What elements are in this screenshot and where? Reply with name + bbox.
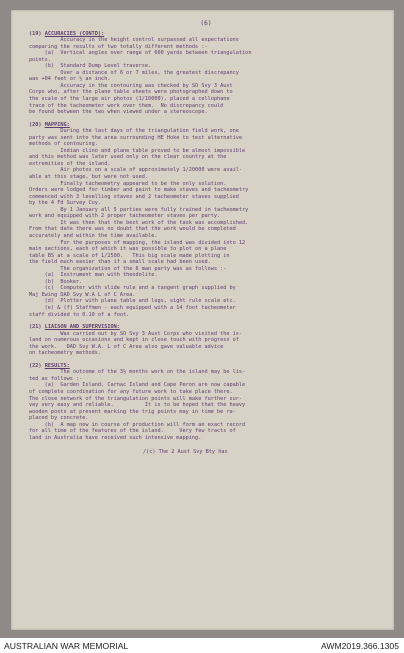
text-line: land in Australia have received such intensive mapping. [29, 434, 202, 441]
section-number: (19) [29, 30, 42, 37]
text-line: Air photos on a scale of approximately 1/20000 were avail- [29, 167, 243, 174]
archive-footer [0, 638, 404, 653]
text-line: main sections, each of which it was possible to plot on a plane [29, 246, 227, 253]
section-title: ACCURACIES (CONTD): [44, 30, 105, 37]
text-line: (a) Instrument man with theodolite. [29, 272, 158, 279]
sections-container [29, 31, 383, 442]
text-line: the scale of the large air photos (1/10000), placed a cellophane [29, 96, 230, 103]
footer-accession-number: AWM2019.366.1305 [320, 641, 399, 651]
text-line: The outcome of the 3½ months work on the island may be lis- [29, 369, 246, 376]
text-line: For the purposes of mapping, the island was divided into 12 [29, 239, 246, 246]
footer-institution: AUSTRALIAN WAR MEMORIAL [4, 641, 129, 651]
text-line: Accuracy in the contouring was checked by SO Svy 3 Aust [29, 82, 233, 89]
text-line: methods of contouring. [29, 141, 98, 148]
text-line: comparing the results of two totally different methods :- [29, 43, 208, 50]
text-line: (b) A map now in course of production will form an exact record [29, 421, 246, 428]
section-number: (21) [29, 324, 42, 331]
text-line: staff divided to 0.10 of a foot. [29, 311, 130, 318]
text-line: able at this stage, but were not used. [29, 174, 149, 181]
text-line: The organization of the 6 man party was as follows :- [29, 265, 227, 272]
text-line: table BS at a scale of 1/2500. This big scale made plotting in [29, 252, 230, 259]
text-line: During the last days of the triangulation field work, one [29, 128, 239, 135]
text-line: land on numerous occasions and kept in close touch with progress of [29, 337, 239, 344]
section [29, 324, 383, 357]
text-line: Corps who, after the plane table sheets were photographed down to [29, 89, 233, 96]
text-line: (d) Plotter with plane table and legs, sight rule scale etc. [29, 298, 236, 305]
section-title: RESULTS: [44, 362, 70, 369]
text-line: be found between the two when viewed under a stereoscope. [29, 109, 208, 116]
text-line: vey very easy and reliable. It is to be hoped that the heavy [29, 402, 246, 409]
text-line: extremities of the island. [29, 160, 111, 167]
text-line: Was carried out by SO Svy 3 Aust Corps who visited the is- [29, 330, 243, 337]
text-line: points. [29, 56, 51, 63]
text-line: by the 4 Fd Survey Coy. [29, 200, 102, 207]
text-line: (b) Standard Dump Level traverse. [29, 63, 152, 70]
text-line: accurately and within the time available. [29, 232, 158, 239]
section-number: (22) [29, 362, 42, 369]
text-line: was +04 feet or ½ an inch. [29, 76, 111, 83]
section-title: MAPPING: [44, 121, 70, 128]
section [29, 31, 383, 116]
text-line: (a) Garden Island, Carnac Island and Cape Peron are now capable [29, 382, 246, 389]
text-line: trace of the tacheometer work over them. No discrepancy could [29, 102, 224, 109]
text-line: It was then that the best work of the task was accomplished. [29, 219, 249, 226]
document-content [29, 21, 383, 456]
text-line: (c) Computer with slide rule and a tangent graph supplied by [29, 285, 236, 292]
text-line: Orders were lodged for timber and paint to make staves and tacheometry [29, 187, 249, 194]
section [29, 363, 383, 442]
text-line: The close network of the triangulation points will make further sur- [29, 395, 243, 402]
text-line: ted as follows :- [29, 375, 83, 382]
section-number: (20) [29, 121, 42, 128]
text-line: (e) & (f) Staffmen - each equipped with a 14 foot tacheometer [29, 304, 236, 311]
text-line: Indian clino and plane table proved to be almost impossible [29, 147, 246, 154]
text-line: on tacheometry methods. [29, 350, 102, 357]
text-line: Accuracy in the height control surpassed all expectations [29, 37, 239, 44]
section [29, 122, 383, 318]
document-page [11, 10, 394, 630]
text-line: for all time of the features of the island. Very few tracts of [29, 428, 236, 435]
text-line: Over a distance of 6 or 7 miles, the greatest discrepancy [29, 69, 239, 76]
text-line: Finally tacheometry appeared to be the only solution. [29, 180, 227, 187]
text-line: commenced with 3 levelling staves and 2 tacheometer staves supplied [29, 193, 239, 200]
section-title: LIAISON AND SUPERVISION: [44, 324, 120, 331]
text-line: and this method was later used only on the clear country at the [29, 154, 227, 161]
text-line: (a) Vertical angles over range of 600 yards between triangulation [29, 50, 252, 57]
text-line: of complete coordination for any future work to take place there. [29, 388, 233, 395]
text-line: work and equipped with 2 proper tacheometer staves per party. [29, 213, 221, 220]
text-line: placed by concrete. [29, 415, 89, 422]
text-line: wooden posts at present marking the trig points may in time be re- [29, 408, 236, 415]
text-line: Maj Ewing DAD Svy W.A L of C Area. [29, 291, 136, 298]
text-line: the field much easier than if a small scale had been used. [29, 259, 211, 266]
text-line: (b) Booker. [29, 278, 83, 285]
text-line: From that date there was no doubt that the work would be completed [29, 226, 236, 233]
signature-line: /(c) The 2 Aust Svy Bty has [143, 449, 228, 456]
text-line: By 1 January all 5 parties were fully trained in tacheometry [29, 206, 249, 213]
text-line: party was sent into the area surrounding HE Hoke to test alternative [29, 134, 243, 141]
page-number: (6) [200, 20, 212, 27]
text-line: the work. DAD Svy W.A. L of C Area also gave valuable advice [29, 343, 224, 350]
